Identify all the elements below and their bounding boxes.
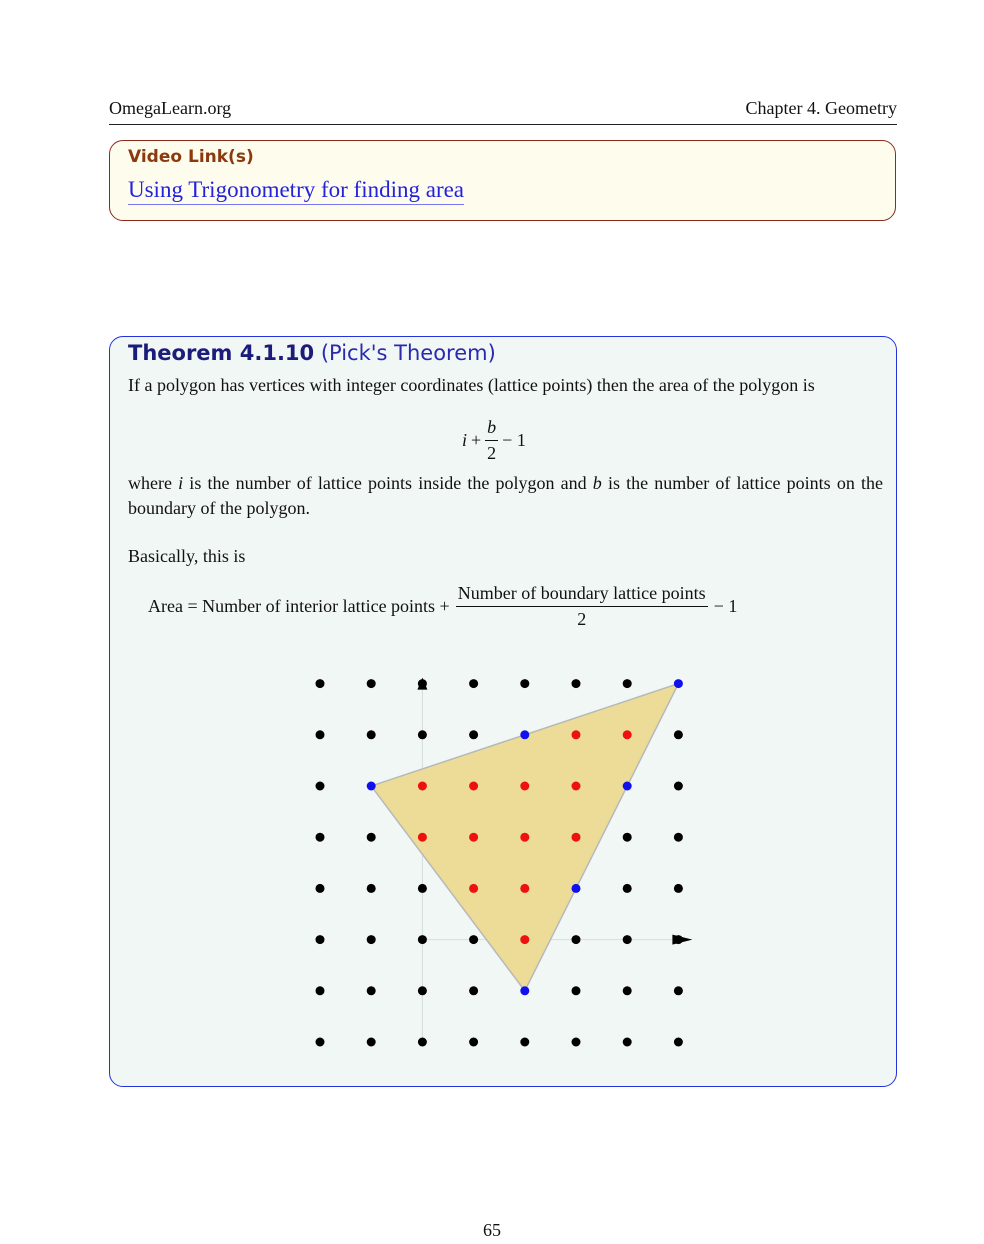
lattice-point bbox=[572, 986, 581, 995]
lattice-point bbox=[418, 679, 427, 688]
interior-point bbox=[418, 782, 427, 791]
lattice-point bbox=[316, 986, 325, 995]
lattice-point bbox=[623, 986, 632, 995]
lattice-point bbox=[316, 730, 325, 739]
verbal-lhs: Area = Number of interior lattice points + bbox=[148, 596, 450, 616]
formula-minus-one: − 1 bbox=[502, 430, 526, 450]
lattice-point bbox=[316, 1038, 325, 1047]
lattice-point bbox=[674, 986, 683, 995]
theorem-where bbox=[128, 471, 883, 520]
lattice-point bbox=[674, 782, 683, 791]
boundary-point bbox=[367, 782, 376, 791]
boundary-point bbox=[520, 730, 529, 739]
boundary-point bbox=[520, 986, 529, 995]
lattice-point bbox=[316, 679, 325, 688]
formula-b: b bbox=[485, 417, 498, 441]
interior-point bbox=[520, 935, 529, 944]
interior-point bbox=[469, 884, 478, 893]
lattice-point bbox=[367, 884, 376, 893]
theorem-box bbox=[109, 336, 897, 1087]
lattice-point bbox=[623, 679, 632, 688]
interior-point bbox=[572, 782, 581, 791]
interior-point bbox=[520, 884, 529, 893]
lattice-point bbox=[572, 935, 581, 944]
lattice-point bbox=[367, 679, 376, 688]
formula-two: 2 bbox=[487, 443, 497, 463]
interior-point bbox=[572, 730, 581, 739]
theorem-number: Theorem 4.1.10 bbox=[128, 341, 315, 365]
verbal-formula bbox=[148, 583, 737, 630]
lattice-point bbox=[674, 884, 683, 893]
chapter-title: Chapter 4. Geometry bbox=[745, 98, 897, 118]
lattice-point bbox=[316, 884, 325, 893]
lattice-point bbox=[367, 730, 376, 739]
lattice-point bbox=[316, 782, 325, 791]
video-box-title: Video Link(s) bbox=[128, 147, 254, 167]
lattice-point bbox=[469, 1038, 478, 1047]
where-text-2: is the number of lattice points inside the polygon and bbox=[183, 473, 593, 493]
lattice-point bbox=[367, 1038, 376, 1047]
lattice-point bbox=[623, 1038, 632, 1047]
where-i: i bbox=[178, 473, 184, 493]
lattice-point bbox=[367, 986, 376, 995]
where-text-3: is the number of lattice points on the boundary of the polygon. bbox=[128, 473, 883, 518]
lattice-point bbox=[418, 730, 427, 739]
lattice-point bbox=[674, 833, 683, 842]
lattice-point bbox=[418, 986, 427, 995]
video-link[interactable]: Using Trigonometry for finding area bbox=[128, 177, 464, 205]
formula-fraction bbox=[485, 417, 498, 464]
formula-plus: + bbox=[471, 430, 482, 450]
lattice-point bbox=[418, 1038, 427, 1047]
lattice-point bbox=[674, 1038, 683, 1047]
lattice-point bbox=[572, 679, 581, 688]
lattice-point bbox=[367, 935, 376, 944]
verbal-tail: − 1 bbox=[713, 596, 738, 616]
verbal-denominator: 2 bbox=[577, 609, 587, 629]
lattice-point bbox=[316, 935, 325, 944]
boundary-point bbox=[674, 679, 683, 688]
interior-point bbox=[520, 833, 529, 842]
lattice-point bbox=[623, 935, 632, 944]
page-header bbox=[109, 96, 897, 125]
theorem-title bbox=[128, 341, 496, 365]
verbal-numerator: Number of boundary lattice points bbox=[456, 583, 708, 607]
interior-point bbox=[469, 833, 478, 842]
video-links-box bbox=[109, 140, 896, 221]
lattice-point bbox=[469, 679, 478, 688]
lattice-point bbox=[520, 1038, 529, 1047]
lattice-point bbox=[572, 1038, 581, 1047]
lattice-point bbox=[367, 833, 376, 842]
theorem-intro: If a polygon has vertices with integer coordinates (lattice points) then the area of the polygon is bbox=[128, 375, 815, 395]
basically-text: Basically, this is bbox=[128, 546, 246, 566]
interior-point bbox=[418, 833, 427, 842]
lattice-point bbox=[469, 935, 478, 944]
lattice-point bbox=[316, 833, 325, 842]
interior-point bbox=[623, 730, 632, 739]
site-name: OmegaLearn.org bbox=[109, 98, 232, 118]
lattice-point bbox=[674, 935, 683, 944]
where-text-1: where bbox=[128, 473, 179, 493]
lattice-point bbox=[469, 730, 478, 739]
interior-point bbox=[520, 782, 529, 791]
interior-point bbox=[572, 833, 581, 842]
theorem-name: (Pick's Theorem) bbox=[320, 341, 496, 365]
verbal-fraction bbox=[456, 583, 708, 630]
page-number: 65 bbox=[483, 1220, 501, 1240]
boundary-point bbox=[623, 782, 632, 791]
lattice-point bbox=[418, 884, 427, 893]
lattice-point bbox=[623, 833, 632, 842]
lattice-point bbox=[469, 986, 478, 995]
where-b: b bbox=[592, 473, 602, 493]
formula-i: i bbox=[462, 430, 468, 450]
lattice-point bbox=[623, 884, 632, 893]
lattice-point bbox=[520, 679, 529, 688]
boundary-point bbox=[572, 884, 581, 893]
lattice-point bbox=[418, 935, 427, 944]
pick-formula bbox=[462, 417, 526, 464]
interior-point bbox=[469, 782, 478, 791]
lattice-figure bbox=[300, 667, 720, 1077]
lattice-point bbox=[674, 730, 683, 739]
